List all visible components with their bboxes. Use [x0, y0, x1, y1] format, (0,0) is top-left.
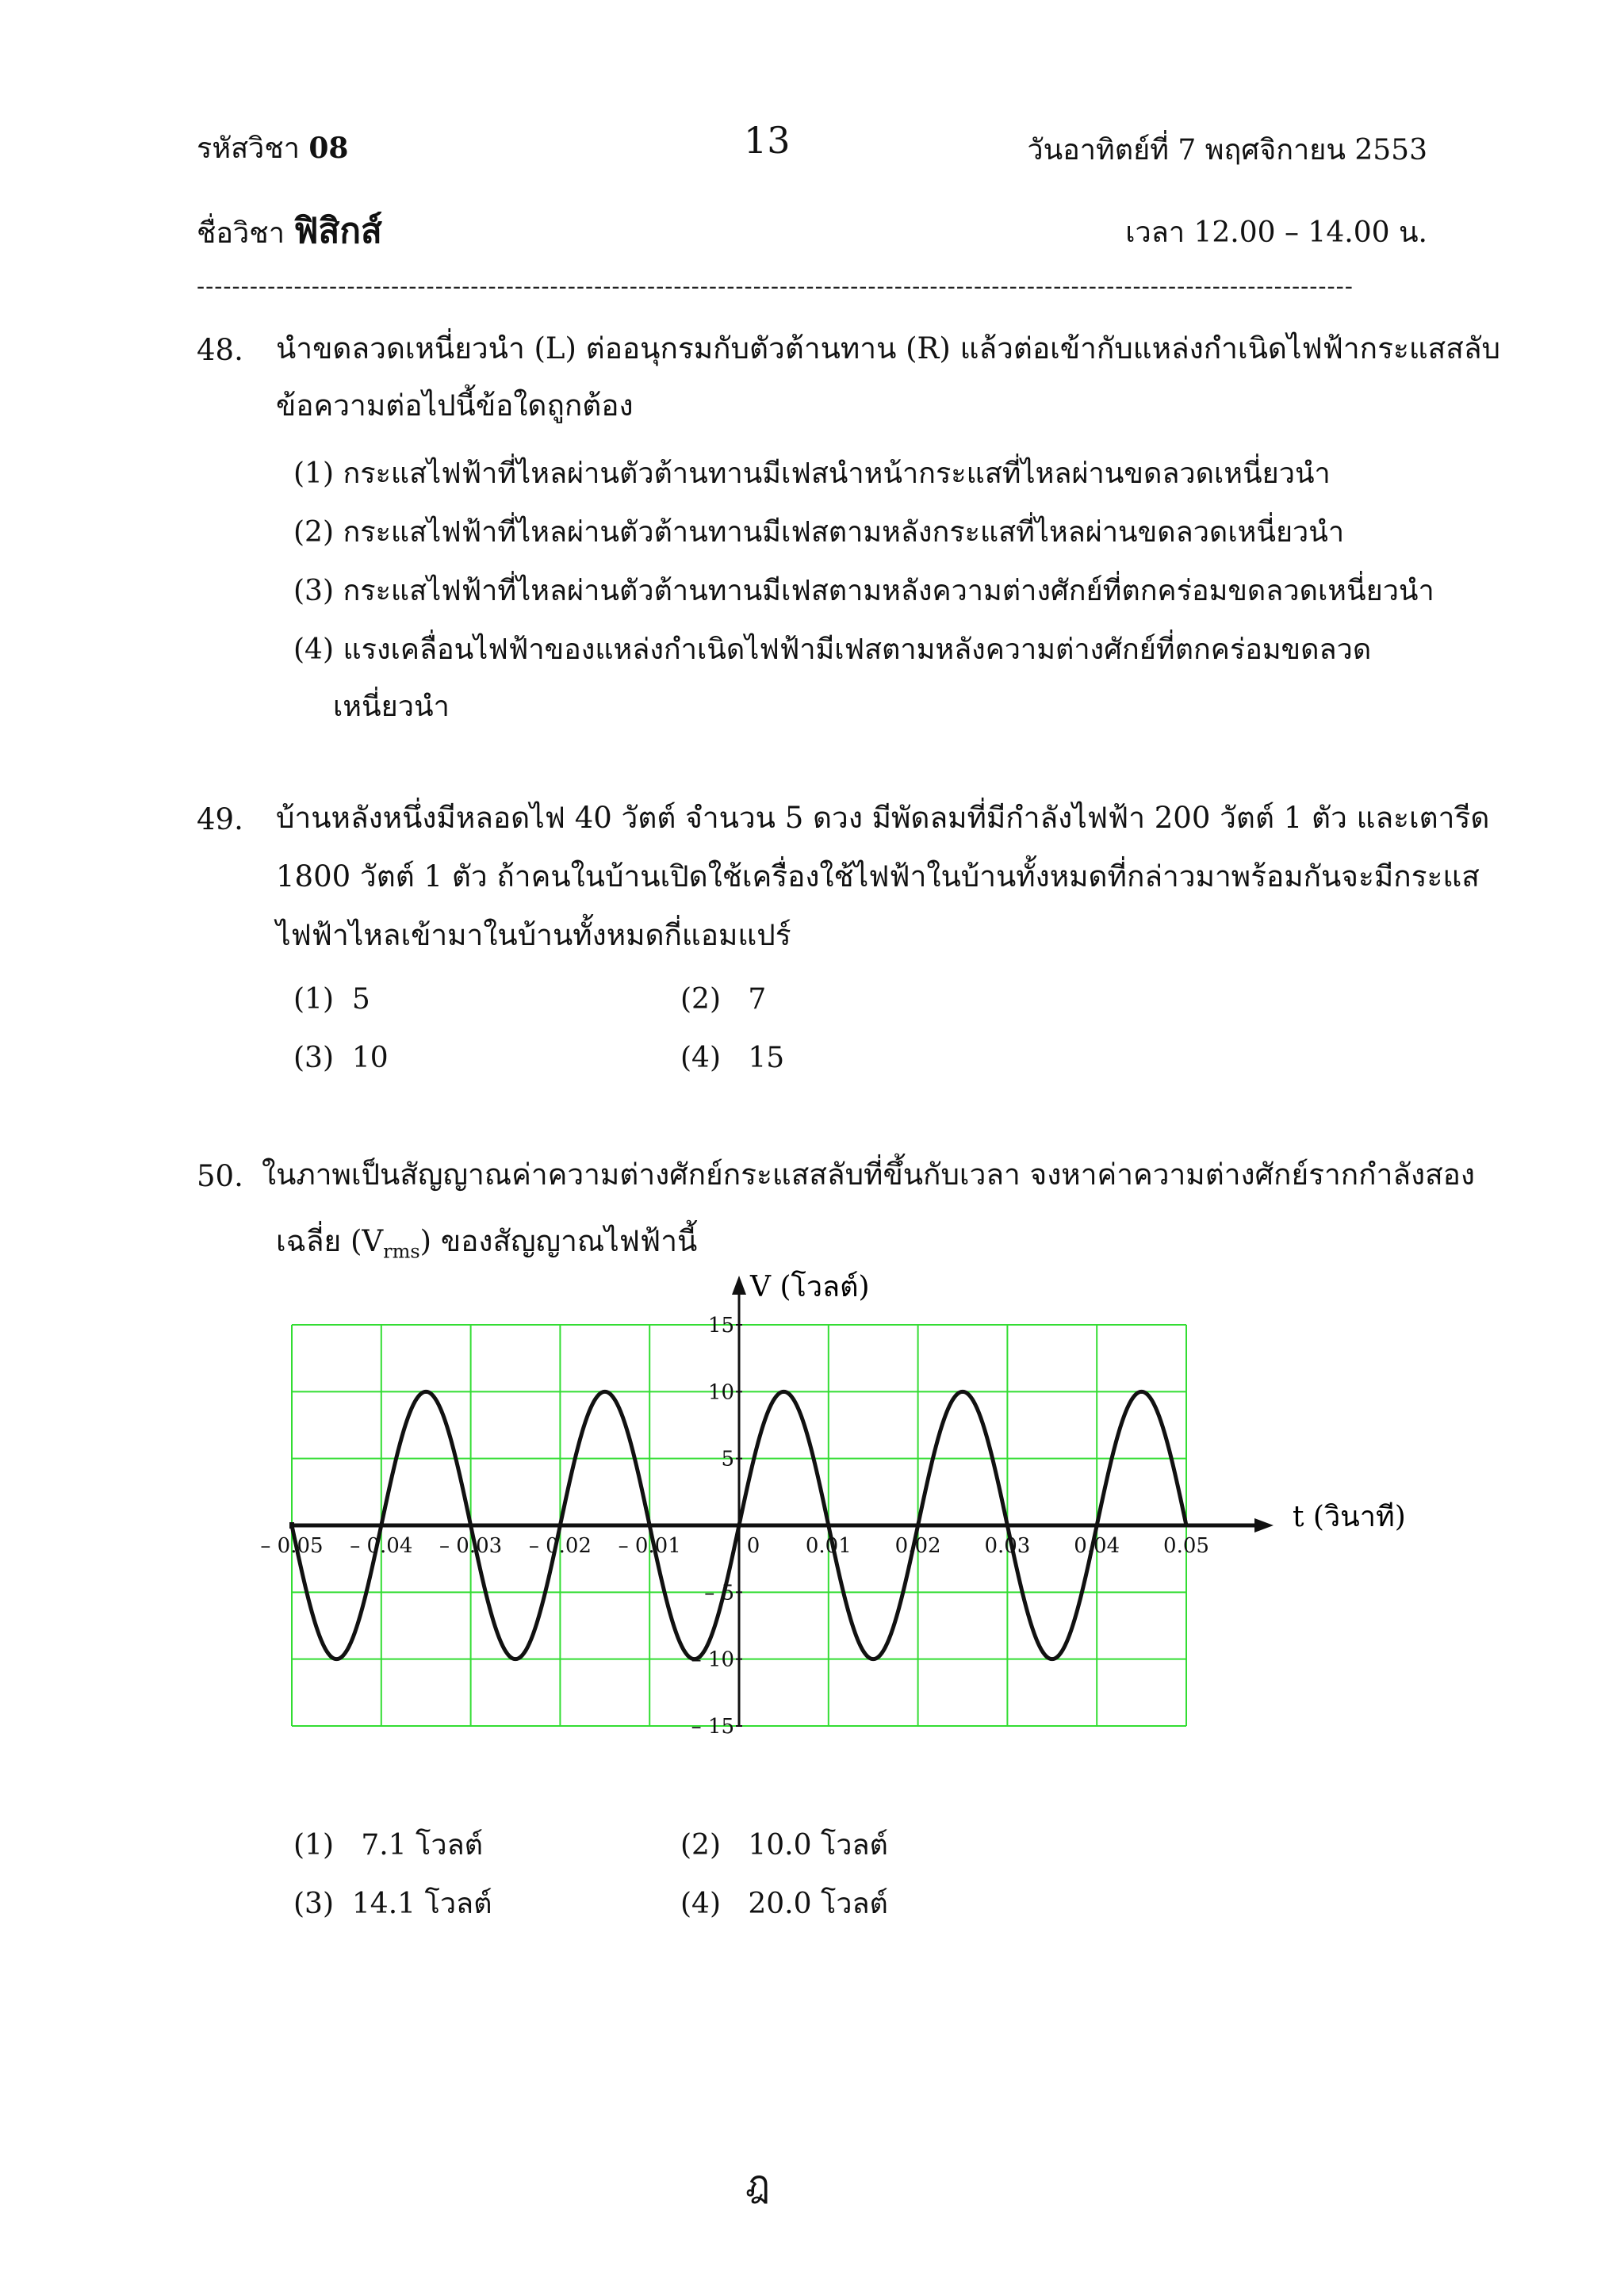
option-text: 5	[351, 983, 370, 1016]
vrms-subscript: rms	[383, 1240, 420, 1263]
q49-line-2: 1800 วัตต์ 1 ตัว ถ้าคนในบ้านเปิดใช้เครื่องใช้ไฟฟ้าในบ้านทั้งหมดที่กล่าวมาพร้อมกันจะมีกระแส	[276, 859, 1480, 894]
q49-option-3[interactable]	[293, 1042, 389, 1074]
x-tick-label: – 0.03	[439, 1534, 503, 1558]
y-tick-label: 5	[721, 1447, 734, 1471]
q49-option-1[interactable]	[293, 983, 370, 1016]
x-tick-label: 0.03	[984, 1534, 1031, 1558]
exam-date: วันอาทิตย์ที่ 7 พฤศจิกายน 2553	[1027, 134, 1427, 166]
q48-option-1[interactable]	[293, 450, 1331, 496]
q50-option-2[interactable]	[680, 1822, 888, 1867]
option-text: 15	[748, 1042, 785, 1074]
option-text: กระแสไฟฟ้าที่ไหลผ่านตัวต้านทานมีเฟสตามหลังความต่างศักย์ที่ตกคร่อมขดลวดเหนี่ยวนำ	[343, 575, 1434, 607]
q48-option-4-cont: เหนี่ยวนำ	[333, 691, 450, 723]
option-text: 7.1 โวลต์	[361, 1829, 484, 1862]
x-tick-label: 0.04	[1074, 1534, 1120, 1558]
x-tick-label: – 0.01	[618, 1534, 681, 1558]
course-code	[197, 125, 348, 170]
x-tick-label: 0.02	[894, 1534, 941, 1558]
subject-label: ชื่อวิชา	[197, 217, 285, 250]
option-text: 7	[748, 983, 767, 1016]
y-tick-label: 10	[707, 1380, 734, 1405]
x-tick-label: 0.05	[1163, 1534, 1209, 1558]
option-label: (3)	[293, 575, 334, 607]
separator-line: -----------------------------------------------------------------------------------------------------------------------------------	[197, 273, 1354, 300]
y-tick-label: – 15	[691, 1715, 734, 1739]
subject-line	[197, 203, 382, 258]
option-label: (4)	[680, 1042, 721, 1074]
q49-number: 49.	[197, 802, 243, 836]
q49-line-1: บ้านหลังหนึ่งมีหลอดไฟ 40 วัตต์ จำนวน 5 ดวง มีพัดลมที่มีกำลังไฟฟ้า 200 วัตต์ 1 ตัว และเตารีด	[276, 801, 1490, 835]
q50-line-2-suffix: ) ของสัญญาณไฟฟ้านี้	[419, 1224, 698, 1258]
option-label: (1)	[293, 983, 334, 1016]
option-text: กระแสไฟฟ้าที่ไหลผ่านตัวต้านทานมีเฟสตามหลังกระแสที่ไหลผ่านขดลวดเหนี่ยวนำ	[343, 516, 1345, 549]
option-label: (2)	[680, 1829, 721, 1862]
x-tick-label: 0	[746, 1534, 760, 1558]
x-axis-arrow	[1254, 1518, 1274, 1533]
option-label: (4)	[680, 1888, 721, 1920]
option-label: (3)	[293, 1042, 334, 1074]
option-text: แรงเคลื่อนไฟฟ้าของแหล่งกำเนิดไฟฟ้ามีเฟสตามหลังความต่างศักย์ที่ตกคร่อมขดลวด	[343, 633, 1372, 666]
x-tick-label: – 0.05	[260, 1534, 324, 1558]
y-tick-label: – 10	[691, 1647, 734, 1672]
page-footer-mark: ฎ	[745, 2162, 770, 2205]
option-text: 10.0 โวลต์	[748, 1829, 888, 1862]
option-text: กระแสไฟฟ้าที่ไหลผ่านตัวต้านทานมีเฟสนำหน้ากระแสที่ไหลผ่านขดลวดเหนี่ยวนำ	[343, 457, 1331, 490]
y-axis-arrow	[732, 1276, 746, 1295]
option-text: 10	[351, 1042, 389, 1074]
x-axis-title: t (วินาที)	[1293, 1501, 1406, 1533]
q48-line-2: ข้อความต่อไปนี้ข้อใดถูกต้อง	[276, 388, 634, 423]
q50-option-3[interactable]	[293, 1881, 492, 1926]
course-code-label: รหัสวิชา	[197, 132, 300, 165]
page-number: 13	[744, 119, 791, 162]
course-code-value: 08	[308, 132, 349, 165]
q50-option-1[interactable]	[293, 1822, 483, 1867]
option-text: 20.0 โวลต์	[748, 1888, 888, 1920]
y-tick-label: 15	[707, 1314, 734, 1337]
y-tick-label: – 5	[704, 1581, 734, 1605]
q48-line-1: นำขดลวดเหนี่ยวนำ (L) ต่ออนุกรมกับตัวต้านทาน (R) แล้วต่อเข้ากับแหล่งกำเนิดไฟฟ้ากระแสสลับ	[276, 331, 1500, 365]
option-label: (1)	[293, 1829, 334, 1862]
option-label: (3)	[293, 1888, 334, 1920]
q49-option-2[interactable]	[680, 983, 766, 1016]
q49-option-4[interactable]	[680, 1042, 784, 1074]
q48-option-4[interactable]	[293, 626, 1371, 672]
q50-number: 50.	[197, 1159, 243, 1193]
option-label: (1)	[293, 457, 334, 490]
q48-number: 48.	[197, 333, 243, 367]
option-label: (2)	[293, 516, 334, 549]
option-label: (2)	[680, 983, 721, 1016]
q50-option-4[interactable]	[680, 1881, 888, 1926]
x-tick-label: 0.01	[805, 1534, 852, 1558]
q50-line-1: ในภาพเป็นสัญญาณค่าความต่างศักย์กระแสสลับที่ขึ้นกับเวลา จงหาค่าความต่างศักย์รากกำลังสอง	[262, 1158, 1475, 1192]
q49-line-3: ไฟฟ้าไหลเข้ามาในบ้านทั้งหมดกี่แอมแปร์	[276, 918, 791, 952]
option-label: (4)	[293, 633, 334, 666]
q48-option-3[interactable]	[293, 568, 1434, 613]
q48-option-2[interactable]	[293, 509, 1344, 554]
q50-line-2-prefix: เฉลี่ย (V	[276, 1224, 384, 1258]
subject-name: ฟิสิกส์	[293, 211, 382, 251]
option-text: 14.1 โวลต์	[351, 1888, 492, 1920]
q50-line-2	[276, 1224, 697, 1263]
exam-time: เวลา 12.00 – 14.00 น.	[1125, 216, 1427, 249]
y-axis-title: V (โวลต์)	[750, 1271, 870, 1303]
voltage-time-chart	[238, 1265, 1427, 1756]
x-tick-label: – 0.04	[350, 1534, 413, 1558]
x-tick-label: – 0.02	[528, 1534, 592, 1558]
